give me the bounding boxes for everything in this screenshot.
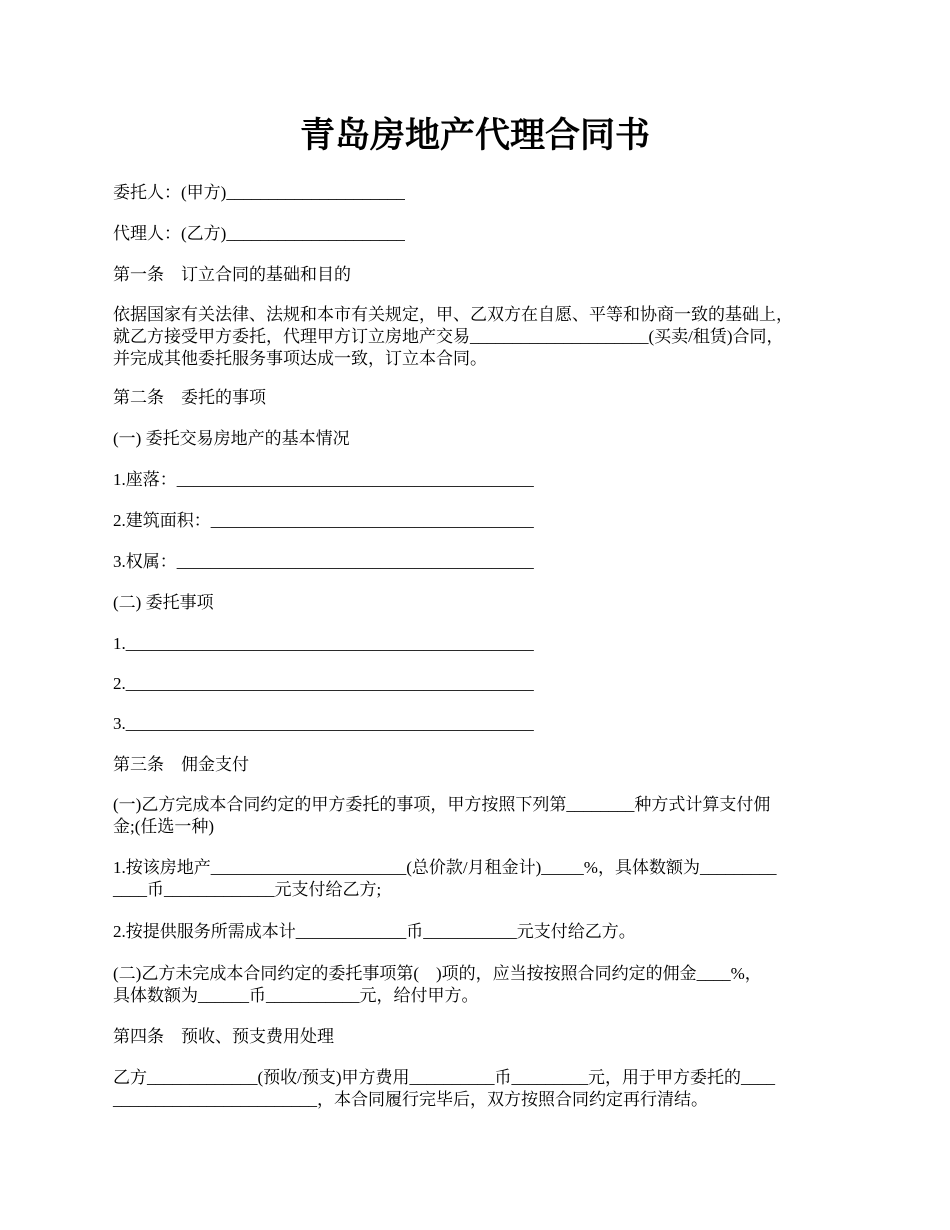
agent-line: 代理人：(乙方)_____________________ (113, 224, 405, 243)
section-heading: (二) 委托事项 (113, 593, 214, 612)
article-3-text-line: (一)乙方完成本合同约定的甲方委托的事项，甲方按照下列第________种方式计算支付佣 (113, 795, 771, 814)
article-3-text-line: 具体数额为______币___________元，给付甲方。 (113, 986, 479, 1005)
article-4-text-line: 乙方_____________(预收/预支)甲方费用__________币_________元，用于甲方委托的____ (113, 1068, 776, 1087)
entrusted-item-line: 1.________________________________________________ (113, 634, 534, 653)
article-3-text-line: ____币_____________元支付给乙方; (113, 880, 382, 899)
entrusted-item-line: 3.________________________________________________ (113, 714, 534, 733)
location-line: 1.座落：__________________________________________ (113, 470, 534, 489)
article-1-text-line: 依据国家有关法律、法规和本市有关规定，甲、乙双方在自愿、平等和协商一致的基础上， (113, 305, 793, 324)
article-3-text-line: 2.按提供服务所需成本计_____________币___________元支付给乙方。 (113, 922, 636, 941)
article-3-text-line: (二)乙方未完成本合同约定的委托事项第( )项的，应当按按照合同约定的佣金____%， (113, 964, 762, 983)
ownership-line: 3.权属：__________________________________________ (113, 552, 534, 571)
article-4-text-line: ________________________，本合同履行完毕后，双方按照合同约定再行清结。 (113, 1090, 708, 1109)
page-title: 青岛房地产代理合同书 (299, 116, 650, 155)
entrusted-item-line: 2.________________________________________________ (113, 674, 534, 693)
article-3-heading: 第三条 佣金支付 (113, 755, 249, 774)
article-1-text-line: 就乙方接受甲方委托，代理甲方订立房地产交易_____________________(买卖/租赁)合同， (113, 327, 784, 346)
principal-line: 委托人：(甲方)_____________________ (113, 183, 405, 202)
article-2-heading: 第二条 委托的事项 (113, 388, 266, 407)
article-3-text-line: 1.按该房地产_______________________(总价款/月租金计)_____%，具体数额为_________ (113, 858, 777, 877)
article-4-heading: 第四条 预收、预支费用处理 (113, 1027, 334, 1046)
article-1-heading: 第一条 订立合同的基础和目的 (113, 265, 351, 284)
article-1-text-line: 并完成其他委托服务事项达成一致，订立本合同。 (113, 349, 487, 368)
article-3-text-line: 金;(任选一种) (113, 817, 215, 836)
floor-area-line: 2.建筑面积：______________________________________ (113, 511, 534, 530)
section-heading: (一) 委托交易房地产的基本情况 (113, 429, 350, 448)
